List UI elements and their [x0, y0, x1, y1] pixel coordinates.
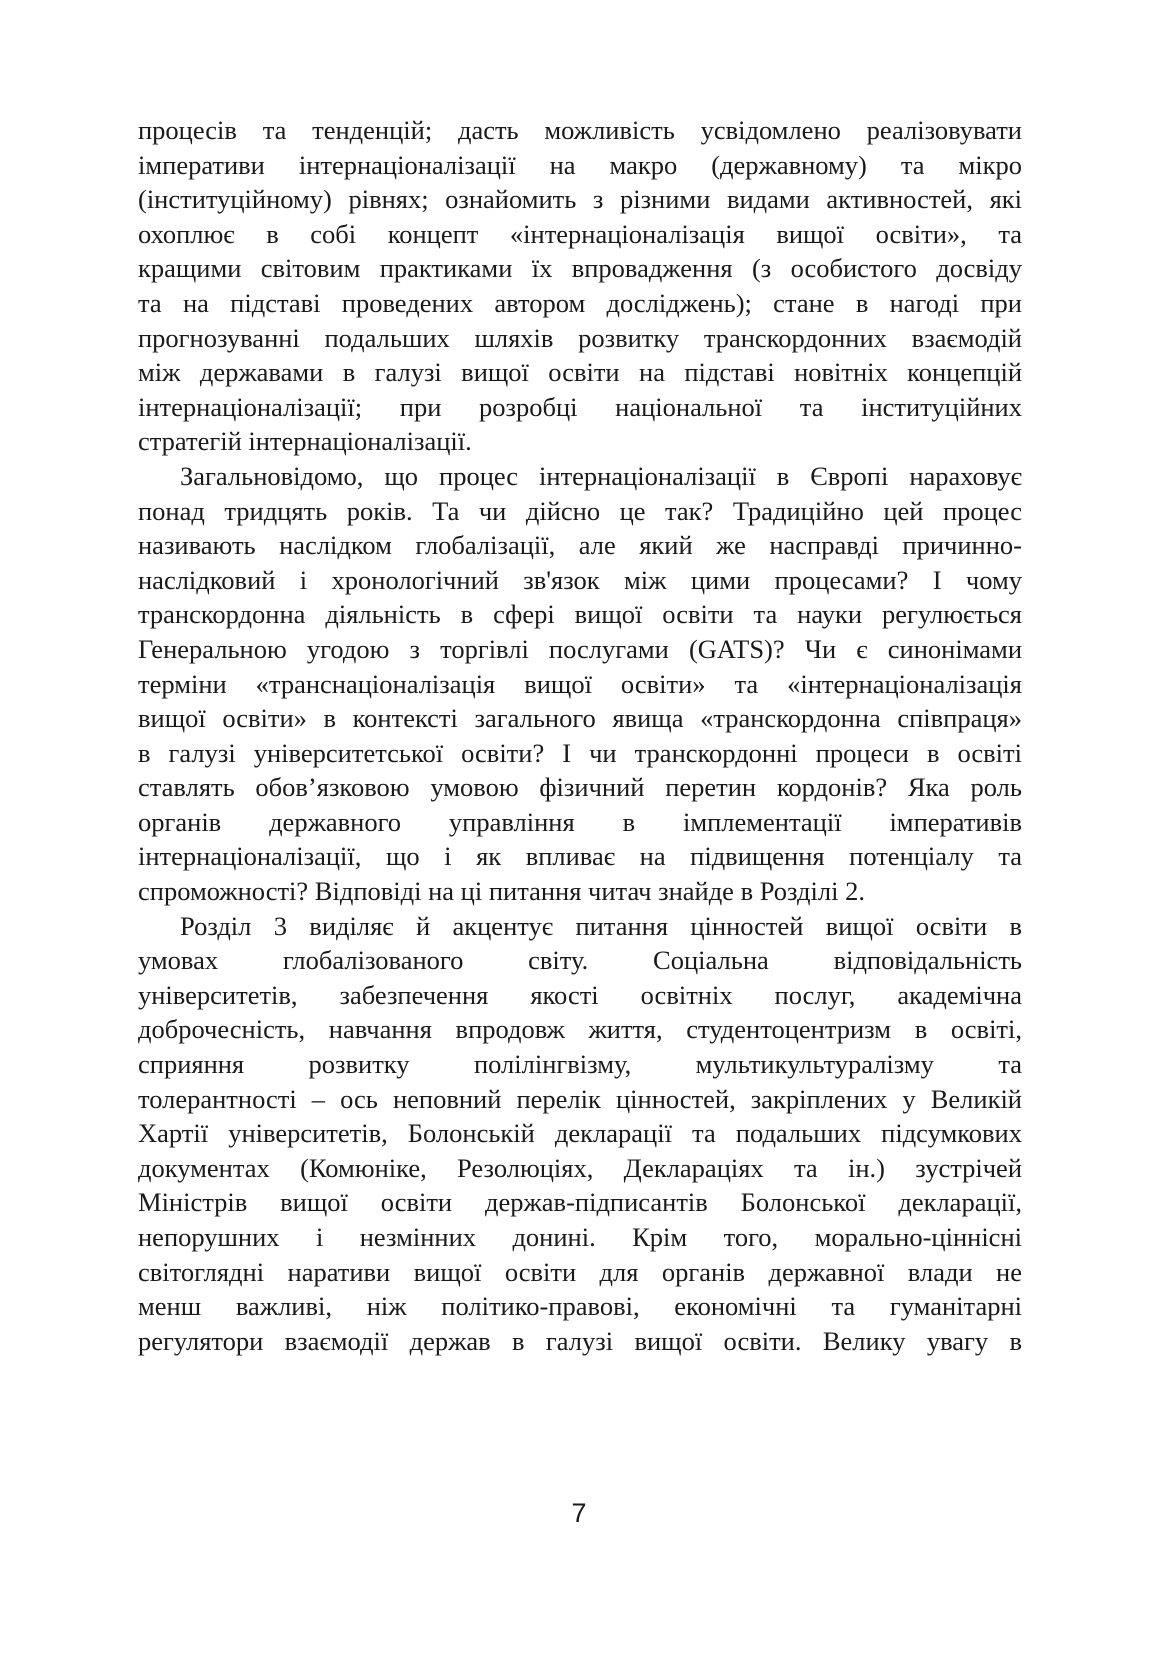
text-line: доброчесність, навчання впродовж життя, студентоцентризм в освіті,: [138, 1014, 1022, 1045]
text-line: терміни «транснаціоналізація вищої освіти» та «інтернаціоналізація: [138, 668, 1022, 699]
page-number: 7: [571, 1498, 587, 1528]
text-line: прогнозуванні подальших шляхів розвитку транскордонних взаємодій: [138, 322, 1022, 353]
text-line: Загальновідомо, що процес інтернаціоналізації в Європі нараховує: [180, 460, 1022, 491]
text-line: толерантності – ось неповний перелік цінностей, закріплених у Великій: [138, 1083, 1022, 1114]
paragraph-3: [138, 909, 1022, 1359]
text-line: стратегій інтернаціоналізації.: [138, 426, 472, 457]
text-line: наслідковий і хронологічний зв'язок між цими процесами? І чому: [138, 564, 1022, 595]
text-line: ставлять обов’язковою умовою фізичний перетин кордонів? Яка роль: [138, 772, 1022, 803]
text-line: регулятори взаємодії держав в галузі вищої освіти. Велику увагу в: [138, 1325, 1022, 1356]
text-line: документах (Комюніке, Резолюціях, Деклараціях та ін.) зустрічей: [138, 1152, 1022, 1183]
text-line: інтернаціоналізації; при розробці національної та інституційних: [138, 391, 1022, 422]
text-line: Розділ 3 виділяє й акцентує питання цінностей вищої освіти в: [180, 910, 1022, 941]
text-line: вищої освіти» в контексті загального явища «транскордонна співпраця»: [138, 703, 1022, 734]
text-line: імперативи інтернаціоналізації на макро (державному) та мікро: [138, 149, 1022, 180]
text-line: Міністрів вищої освіти держав-підписантів Болонської декларації,: [138, 1187, 1022, 1218]
text-line: та на підставі проведених автором досліджень); стане в нагоді при: [138, 287, 1022, 318]
text-line: інтернаціоналізації, що і як впливає на підвищення потенціалу та: [138, 841, 1022, 872]
paragraph-1: [138, 113, 1022, 459]
text-line: світоглядні наративи вищої освіти для органів державної влади не: [138, 1256, 1022, 1287]
text-line: сприяння розвитку полілінгвізму, мультикультуралізму та: [138, 1049, 1022, 1080]
paragraph-2: [138, 459, 1022, 909]
text-line: (інституційному) рівнях; ознайомить з різними видами активностей, які: [138, 184, 1022, 215]
text-line: спроможності? Відповіді на ці питання читач знайде в Розділі 2.: [138, 876, 865, 907]
text-line: Генеральною угодою з торгівлі послугами (GATS)? Чи є синонімами: [138, 633, 1022, 664]
text-line: університетів, забезпечення якості освітніх послуг, академічна: [138, 979, 1022, 1010]
text-line: називають наслідком глобалізації, але який же насправді причинно-: [138, 530, 1022, 561]
body-text: [138, 113, 1022, 1358]
text-line: менш важливі, ніж політико-правові, економічні та гуманітарні: [138, 1291, 1022, 1322]
text-line: органів державного управління в імплементації імперативів: [138, 806, 1022, 837]
text-line: умовах глобалізованого світу. Соціальна відповідальність: [138, 945, 1022, 976]
text-line: між державами в галузі вищої освіти на підставі новітніх концепцій: [138, 357, 1022, 388]
text-line: Хартії університетів, Болонській декларації та подальших підсумкових: [138, 1118, 1022, 1149]
text-line: в галузі університетської освіти? І чи транскордонні процеси в освіті: [138, 737, 1022, 768]
text-line: процесів та тенденцій; дасть можливість усвідомлено реалізовувати: [138, 115, 1022, 145]
text-line: понад тридцять років. Та чи дійсно це так? Традиційно цей процес: [138, 495, 1022, 526]
text-line: непорушних і незмінних донині. Крім того, морально-ціннісні: [138, 1222, 1022, 1252]
text-line: транскордонна діяльність в сфері вищої освіти та науки регулюється: [138, 599, 1022, 630]
text-line: охоплює в собі концепт «інтернаціоналізація вищої освіти», та: [138, 218, 1022, 249]
text-line: кращими світовим практиками їх впровадження (з особистого досвіду: [138, 253, 1022, 284]
